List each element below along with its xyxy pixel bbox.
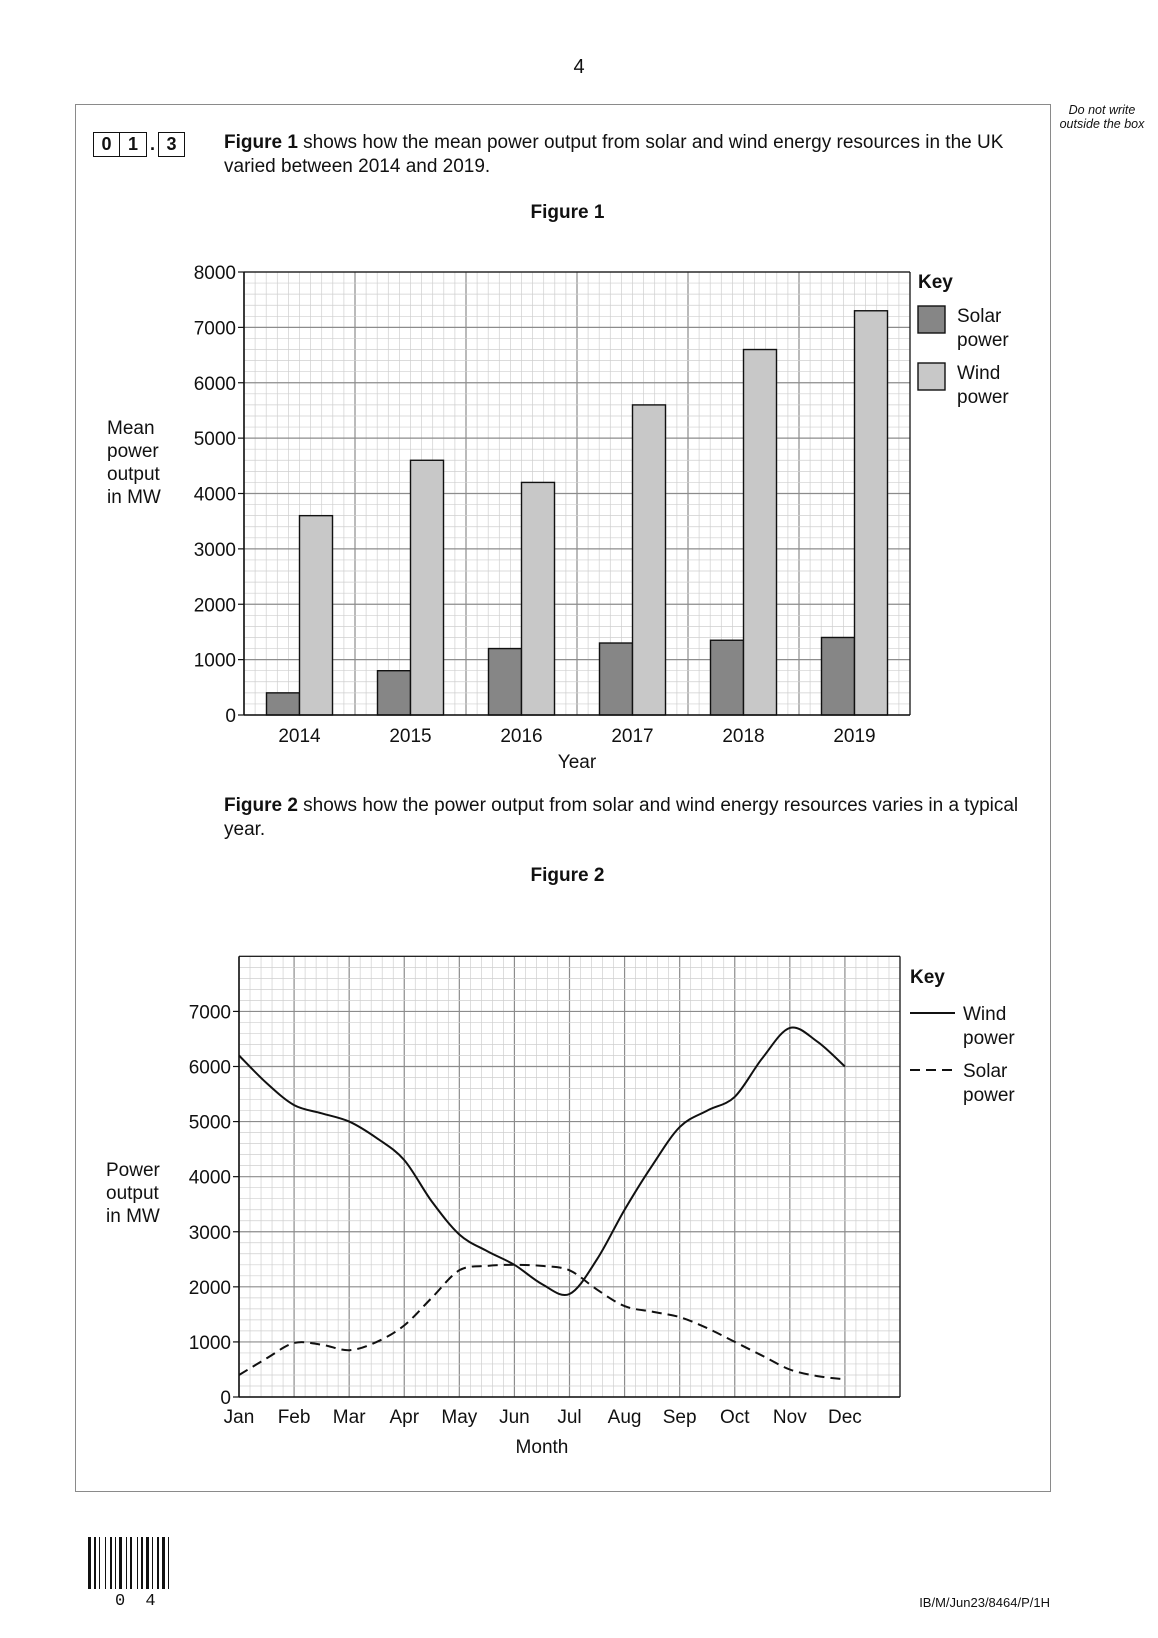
barcode-bar [146, 1537, 149, 1589]
x-tick-label: May [441, 1407, 478, 1428]
barcode-bar [115, 1537, 116, 1589]
y-tick-label: 5000 [193, 429, 236, 451]
legend-label: Solar [963, 1061, 1008, 1082]
x-tick-label: 2015 [389, 726, 432, 747]
barcode-label: 0 4 [115, 1592, 161, 1611]
barcode-bar [130, 1537, 132, 1589]
x-tick-label: 2014 [278, 726, 321, 747]
margin-note: Do not write outside the box [1059, 103, 1145, 131]
barcode-bar [99, 1537, 100, 1589]
y-tick-label: 3000 [188, 1222, 231, 1244]
barcode-bar [157, 1537, 159, 1589]
x-tick-label: Dec [828, 1407, 862, 1428]
y-tick-label: 0 [220, 1388, 231, 1409]
figure-1-ref: Figure 1 [224, 132, 298, 153]
y-tick-label: 0 [225, 706, 236, 727]
x-tick-label: 2016 [500, 726, 543, 747]
legend-label: Wind [963, 1004, 1007, 1025]
legend-label: power [957, 387, 1009, 408]
x-tick-label: Feb [277, 1407, 311, 1428]
x-tick-label: Oct [719, 1407, 750, 1428]
barcode-bar [88, 1537, 91, 1589]
y-tick-label: 4000 [188, 1167, 231, 1189]
chart2-lines [239, 1013, 955, 1379]
barcode-bar [141, 1537, 143, 1589]
x-tick-label: 2018 [722, 726, 765, 747]
x-tick-label: Jul [557, 1407, 582, 1428]
y-axis-label: power [107, 441, 159, 462]
barcode-bar [137, 1537, 138, 1589]
y-tick-label: 1000 [193, 650, 236, 672]
y-tick-label: 4000 [193, 484, 236, 506]
legend-label: power [957, 330, 1009, 351]
figure-2-title: Figure 2 [530, 865, 605, 886]
question-digit: 0 [93, 132, 120, 157]
x-axis-label: Year [557, 752, 597, 773]
barcode-bar [94, 1537, 96, 1589]
x-tick-label: Jun [499, 1407, 530, 1428]
y-axis-label: in MW [107, 487, 161, 508]
y-tick-label: 3000 [193, 539, 236, 561]
x-tick-label: Aug [607, 1407, 642, 1428]
figure-1-title: Figure 1 [530, 202, 605, 223]
legend-label: Wind [957, 363, 1001, 384]
y-tick-label: 6000 [193, 373, 236, 395]
legend-label: power [963, 1028, 1015, 1049]
y-axis-label: output [106, 1183, 159, 1204]
x-tick-label: Sep [662, 1407, 697, 1428]
barcode-bar [152, 1537, 153, 1589]
y-axis-label: output [107, 464, 160, 485]
barcode-bar [126, 1537, 127, 1589]
y-tick-label: 6000 [188, 1057, 231, 1079]
legend-label: Solar [957, 306, 1002, 327]
fig2-text: shows how the power output from solar and wind energy resources varies in a typical year. [224, 795, 1019, 840]
y-axis-label: Mean [107, 418, 155, 439]
y-tick-label: 2000 [188, 1277, 231, 1299]
question-digit: 3 [158, 132, 185, 157]
x-tick-label: 2017 [611, 726, 654, 747]
legend-title: Key [918, 272, 953, 293]
figure-2-ref: Figure 2 [224, 795, 298, 816]
question-digit: 1 [120, 132, 147, 157]
x-axis-label: Month [515, 1437, 569, 1458]
question-dot: . [150, 134, 156, 154]
barcode-bar [105, 1537, 106, 1589]
barcode [86, 1537, 191, 1589]
y-tick-label: 5000 [188, 1112, 231, 1134]
x-tick-label: Apr [389, 1407, 420, 1428]
chart2-labels [106, 967, 1015, 1458]
legend-title: Key [910, 967, 945, 988]
y-tick-label: 2000 [193, 595, 236, 617]
x-tick-label: Nov [772, 1407, 807, 1428]
barcode-bar [168, 1537, 169, 1589]
x-tick-label: Mar [332, 1407, 366, 1428]
barcode-bar [110, 1537, 112, 1589]
page-number: 4 [573, 56, 585, 78]
x-tick-label: Jan [223, 1407, 255, 1428]
y-tick-label: 7000 [193, 318, 236, 340]
barcode-bar [119, 1537, 122, 1589]
paper-reference: IB/M/Jun23/8464/P/1H [919, 1595, 1050, 1610]
y-tick-label: 8000 [193, 263, 236, 284]
wind-power-line [239, 1027, 845, 1295]
y-tick-label: 1000 [188, 1332, 231, 1354]
intro-text: shows how the mean power output from solar and wind energy resources in the UK varied between 2014 and 2019. [224, 132, 1004, 177]
chart2-grid [239, 956, 900, 1397]
x-tick-label: 2019 [833, 726, 876, 747]
y-axis-label: in MW [106, 1206, 160, 1227]
y-tick-label: 7000 [188, 1002, 231, 1024]
legend-label: power [963, 1085, 1015, 1106]
y-axis-label: Power [106, 1160, 160, 1181]
barcode-bar [162, 1537, 165, 1589]
solar-power-line [239, 1265, 845, 1380]
